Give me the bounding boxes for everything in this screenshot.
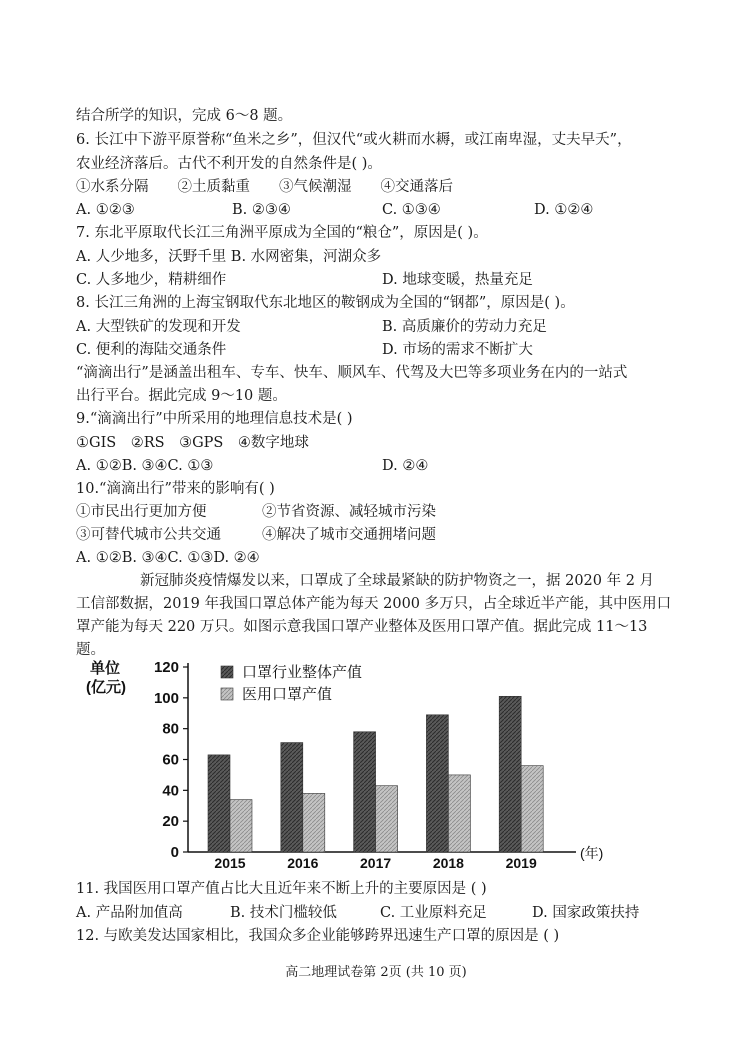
x-tick-label: 2018: [432, 855, 464, 870]
q11-option-c[interactable]: C. 工业原料充足: [380, 905, 487, 921]
y-tick-label: 80: [162, 720, 179, 738]
q9-options-abc[interactable]: A. ①②B. ③④C. ①③: [76, 458, 214, 474]
intro-11-13-4: 题。: [76, 642, 105, 658]
y-unit-label: 单位: [90, 660, 121, 677]
bar-medical-2016: [303, 793, 325, 852]
q6-stem-1: 6. 长江中下游平原誉称“鱼米之乡”，但汉代“或火耕而水耨，或江南卑湿，丈夫早夭”，: [76, 132, 632, 148]
q11-option-d[interactable]: D. 国家政策扶持: [532, 905, 640, 921]
y-unit-label-2: (亿元): [86, 679, 126, 696]
q10-item-4: ④解决了城市交通拥堵问题: [262, 527, 436, 543]
q8-stem: 8. 长江三角洲的上海宝钢取代东北地区的鞍钢成为全国的“钢都”，原因是( )。: [76, 295, 575, 311]
page-footer: 高二地理试卷第 2页 (共 10 页): [285, 965, 467, 980]
q6-option-b[interactable]: B. ②③④: [232, 202, 291, 218]
q11-option-a[interactable]: A. 产品附加值高: [76, 905, 183, 921]
q9-option-d[interactable]: D. ②④: [382, 458, 429, 474]
bar-total-2016: [281, 743, 303, 852]
intro-11-13-1: 新冠肺炎疫情爆发以来，口罩成了全球最紧缺的防护物资之一，据 2020 年 2 月: [140, 573, 655, 589]
legend-label-1: 医用口罩产值: [242, 686, 333, 703]
x-unit-label: (年): [580, 845, 604, 861]
legend-swatch-1: [221, 688, 233, 700]
y-tick-label: 20: [162, 813, 179, 831]
q8-option-b[interactable]: B. 高质廉价的劳动力充足: [382, 319, 547, 335]
x-tick-label: 2015: [214, 855, 246, 870]
bar-medical-2015: [230, 800, 252, 852]
y-tick-label: 120: [153, 659, 179, 676]
intro-11-13-3: 罩产能为每天 220 万只。如图示意我国口罩产业整体及医用口罩产值。据此完成 11～13: [76, 619, 648, 635]
bar-medical-2017: [376, 786, 398, 852]
q10-item-1: ①市民出行更加方便: [76, 504, 207, 520]
q8-option-d[interactable]: D. 市场的需求不断扩大: [382, 342, 533, 358]
intro-11-13-2: 工信部数据，2019 年我国口罩总体产能为每天 2000 多万只，占全球近半产能，其中医用口: [76, 596, 672, 612]
y-tick-label: 60: [162, 751, 179, 769]
q7-options-ab[interactable]: A. 人少地多，沃野千里 B. 水网密集，河湖众多: [76, 249, 382, 265]
y-tick-label: 100: [153, 689, 179, 707]
q10-item-2: ②节省资源、减轻城市污染: [262, 504, 436, 520]
q11-stem: 11. 我国医用口罩产值占比大且近年来不断上升的主要原因是 ( ): [76, 881, 487, 897]
q8-option-c[interactable]: C. 便利的海陆交通条件: [76, 342, 227, 358]
q6-items: ①水系分隔 ②土质黏重 ③气候潮湿 ④交通落后: [76, 179, 453, 195]
q7-option-c[interactable]: C. 人多地少，精耕细作: [76, 272, 227, 288]
q10-item-3: ③可替代城市公共交通: [76, 527, 221, 543]
x-tick-label: 2016: [287, 855, 319, 870]
q6-option-a[interactable]: A. ①②③: [76, 202, 135, 218]
bar-total-2019: [499, 696, 521, 852]
bar-total-2017: [354, 732, 376, 852]
q7-stem: 7. 东北平原取代长江三角洲平原成为全国的“粮仓”，原因是( )。: [76, 225, 488, 241]
x-tick-label: 2017: [360, 855, 392, 870]
q10-stem: 10.“滴滴出行”带来的影响有( ): [76, 481, 275, 497]
q6-option-c[interactable]: C. ①③④: [382, 202, 441, 218]
q11-option-b[interactable]: B. 技术门槛较低: [230, 905, 337, 921]
y-tick-label: 0: [170, 844, 179, 861]
q7-option-d[interactable]: D. 地球变暖，热量充足: [382, 272, 533, 288]
q12-stem: 12. 与欧美发达国家相比，我国众多企业能够跨界迅速生产口罩的原因是 ( ): [76, 928, 560, 944]
intro-9-10-1: “滴滴出行”是涵盖出租车、专车、快车、顺风车、代驾及大巴等多项业务在内的一站式: [76, 365, 628, 381]
q9-items: ①GIS ②RS ③GPS ④数字地球: [76, 435, 309, 451]
legend-label-0: 口罩行业整体产值: [242, 664, 363, 681]
q10-options[interactable]: A. ①②B. ③④C. ①③D. ②④: [76, 550, 260, 566]
bar-medical-2018: [448, 775, 470, 852]
q6-stem-2: 农业经济落后。古代不利开发的自然条件是( )。: [76, 156, 382, 172]
bar-total-2018: [426, 715, 448, 852]
mask-output-chart: [76, 655, 616, 870]
q6-option-d[interactable]: D. ①②④: [534, 202, 594, 218]
bar-total-2015: [208, 755, 230, 852]
bar-medical-2019: [521, 766, 543, 852]
x-tick-label: 2019: [505, 855, 537, 870]
q8-option-a[interactable]: A. 大型铁矿的发现和开发: [76, 319, 241, 335]
intro-9-10-2: 出行平台。据此完成 9～10 题。: [76, 388, 287, 404]
y-tick-label: 40: [162, 782, 179, 800]
legend-swatch-0: [221, 666, 233, 678]
intro-6-8: 结合所学的知识，完成 6～8 题。: [76, 108, 293, 124]
q9-stem: 9.“滴滴出行”中所采用的地理信息技术是( ): [76, 411, 353, 427]
